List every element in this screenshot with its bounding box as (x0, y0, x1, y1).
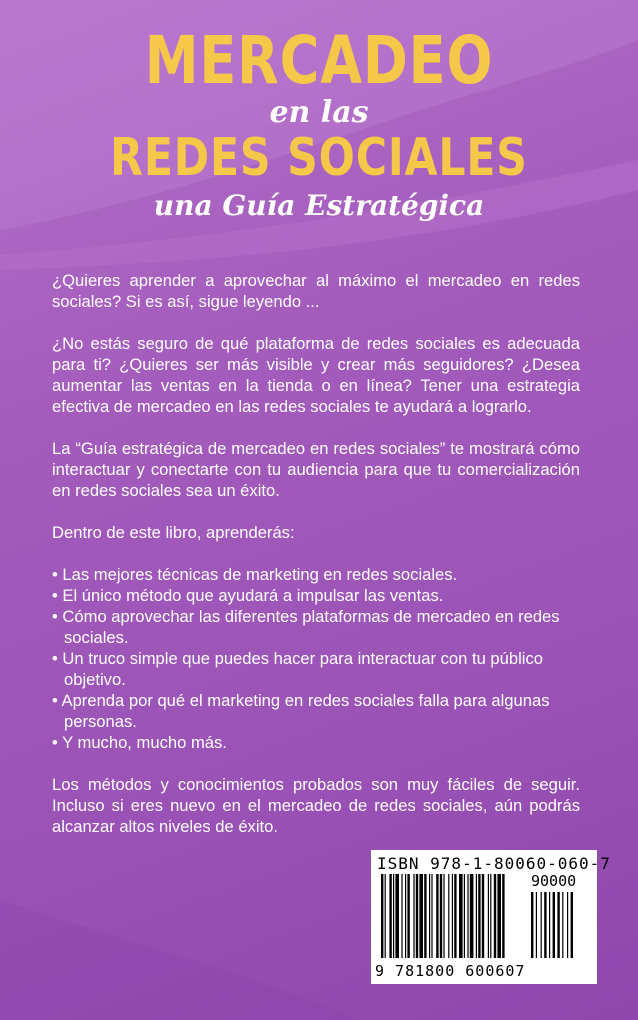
bullet-item: • Un truco simple que puedes hacer para interactuar con tu público objetivo. (52, 648, 580, 690)
bullet-item: • Aprenda por qué el marketing en redes sociales falla para algunas personas. (52, 690, 580, 732)
isbn-number: ISBN 978-1-80060-060-7 (377, 854, 611, 873)
paragraph-intro: ¿Quieres aprender a aprovechar al máximo el mercadeo en redes sociales? Si es así, sigue leyendo ... (52, 271, 580, 311)
isbn-barcode (371, 850, 611, 984)
subtitle: una Guía Estratégica (153, 189, 485, 222)
bullet-list (52, 564, 580, 753)
title-line-2: en las (269, 95, 369, 130)
bullet-item: • Y mucho, mucho más. (52, 732, 580, 753)
paragraph-closing: Los métodos y conocimientos probados son muy fáciles de seguir. Incluso si eres nuevo en el mercadeo de redes sociales, aún podrás alcanzar altos niveles de éxito. (52, 775, 580, 836)
bullet-item: • Las mejores técnicas de marketing en redes sociales. (52, 564, 580, 585)
title-line-3: REDES SOCIALES (110, 128, 528, 188)
paragraph-inside: Dentro de este libro, aprenderás: (52, 523, 295, 542)
bullet-item: • Cómo aprovechar las diferentes plataformas de mercadeo en redes sociales. (52, 606, 580, 648)
title-block (0, 22, 638, 220)
paragraph-questions: ¿No estás seguro de qué plataforma de redes sociales es adecuada para ti? ¿Quieres ser más visible y crear más seguidores? ¿Desea aumentar las ventas en la tienda o en línea? Tener una estrategia efectiva de mercadeo en las redes sociales te ayudará a lograrlo. (52, 334, 580, 416)
price-code: 90000 (531, 872, 577, 890)
paragraph-guide: La “Guía estratégica de mercadeo en redes sociales” te mostrará cómo interactuar y conectarte con tu audiencia para que tu comercialización en redes sociales sea un éxito. (52, 439, 580, 500)
bullet-item: • El único método que ayudará a impulsar las ventas. (52, 585, 580, 606)
blurb (52, 270, 580, 858)
title-line-1: MERCADEO (144, 22, 494, 99)
barcode-bars (381, 874, 587, 962)
ean-digits: 9 781800 600607 (375, 962, 526, 980)
